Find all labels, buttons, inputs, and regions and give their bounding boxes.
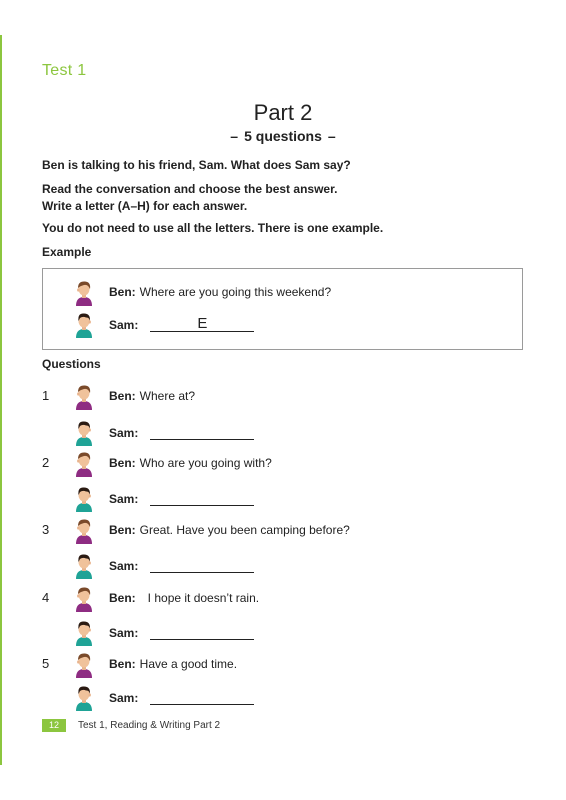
instruction-line3: You do not need to use all the letters. There is one example. bbox=[42, 221, 384, 235]
answer-blank[interactable] bbox=[150, 690, 254, 705]
footer-text: Test 1, Reading & Writing Part 2 bbox=[78, 720, 221, 731]
ben-avatar-icon bbox=[74, 451, 94, 477]
part-title: Part 2 bbox=[253, 100, 313, 125]
speech-text: Where at? bbox=[139, 389, 196, 403]
sam-avatar-icon bbox=[74, 620, 94, 646]
sam-line bbox=[109, 425, 254, 440]
ben-line bbox=[109, 591, 259, 605]
question-number: 1 bbox=[42, 388, 50, 403]
speaker-label: Ben: bbox=[109, 657, 136, 671]
question-ben-row bbox=[0, 518, 566, 544]
speaker-label: Sam: bbox=[109, 426, 139, 440]
speaker-label: Sam: bbox=[109, 626, 139, 640]
example-sam-line bbox=[109, 317, 254, 332]
answer-blank[interactable] bbox=[150, 625, 254, 640]
question-ben-row bbox=[0, 652, 566, 678]
speaker-label: Ben: bbox=[109, 456, 136, 470]
ben-avatar-icon bbox=[74, 652, 94, 678]
ben-line bbox=[109, 657, 237, 671]
instruction-line1: Read the conversation and choose the best answer. bbox=[42, 182, 338, 196]
question-count: 5 questions bbox=[244, 128, 322, 144]
answer-blank[interactable] bbox=[150, 491, 254, 506]
question-number: 5 bbox=[42, 656, 50, 671]
sam-line bbox=[109, 690, 254, 705]
question-sam-row bbox=[0, 553, 566, 579]
speaker-label: Ben: bbox=[109, 389, 136, 403]
question-sam-row bbox=[0, 620, 566, 646]
questions-heading: Questions bbox=[42, 357, 101, 371]
question-ben-row bbox=[0, 384, 566, 410]
speaker-label: Ben: bbox=[109, 523, 136, 537]
test-label: Test 1 bbox=[42, 62, 87, 79]
instruction-line2: Write a letter (A–H) for each answer. bbox=[42, 199, 248, 213]
instruction-block bbox=[42, 181, 337, 215]
question-ben-row bbox=[0, 586, 566, 612]
example-sam-row bbox=[0, 312, 566, 338]
question-sam-row bbox=[0, 420, 566, 446]
speech-text: I hope it doesn’t rain. bbox=[147, 591, 260, 605]
ben-avatar-icon bbox=[74, 384, 94, 410]
speech-text: Great. Have you been camping before? bbox=[139, 523, 350, 537]
speaker-label: Ben: bbox=[109, 285, 136, 299]
question-number: 4 bbox=[42, 590, 50, 605]
sam-line bbox=[109, 625, 254, 640]
sam-avatar-icon bbox=[74, 312, 94, 338]
ben-avatar-icon bbox=[74, 586, 94, 612]
sam-line bbox=[109, 491, 254, 506]
answer-blank[interactable] bbox=[150, 558, 254, 573]
sam-avatar-icon bbox=[74, 486, 94, 512]
page-number-badge: 12 bbox=[42, 719, 66, 732]
example-ben-row bbox=[0, 280, 566, 306]
speech-text: Where are you going this weekend? bbox=[139, 285, 332, 299]
instruction-intro: Ben is talking to his friend, Sam. What does Sam say? bbox=[42, 158, 351, 172]
ben-avatar-icon bbox=[74, 280, 94, 306]
speaker-label: Sam: bbox=[109, 691, 139, 705]
speaker-label: Sam: bbox=[109, 318, 139, 332]
speech-text: Have a good time. bbox=[139, 657, 238, 671]
sam-avatar-icon bbox=[74, 420, 94, 446]
example-ben-line bbox=[109, 285, 331, 299]
ben-line bbox=[109, 523, 350, 537]
question-number: 2 bbox=[42, 455, 50, 470]
example-heading: Example bbox=[42, 245, 92, 259]
speaker-label: Ben: bbox=[109, 591, 136, 605]
question-sam-row bbox=[0, 685, 566, 711]
question-number: 3 bbox=[42, 522, 50, 537]
example-answer: E bbox=[150, 317, 254, 332]
sam-avatar-icon bbox=[74, 553, 94, 579]
part-subtitle bbox=[0, 128, 566, 144]
ben-avatar-icon bbox=[74, 518, 94, 544]
ben-line bbox=[109, 456, 272, 470]
answer-blank[interactable] bbox=[150, 425, 254, 440]
speaker-label: Sam: bbox=[109, 559, 139, 573]
subtitle-dash-right: – bbox=[327, 128, 336, 144]
question-sam-row bbox=[0, 486, 566, 512]
sam-line bbox=[109, 558, 254, 573]
speech-text: Who are you going with? bbox=[139, 456, 272, 470]
ben-line bbox=[109, 389, 195, 403]
question-ben-row bbox=[0, 451, 566, 477]
subtitle-dash-left: – bbox=[230, 128, 239, 144]
sam-avatar-icon bbox=[74, 685, 94, 711]
speaker-label: Sam: bbox=[109, 492, 139, 506]
